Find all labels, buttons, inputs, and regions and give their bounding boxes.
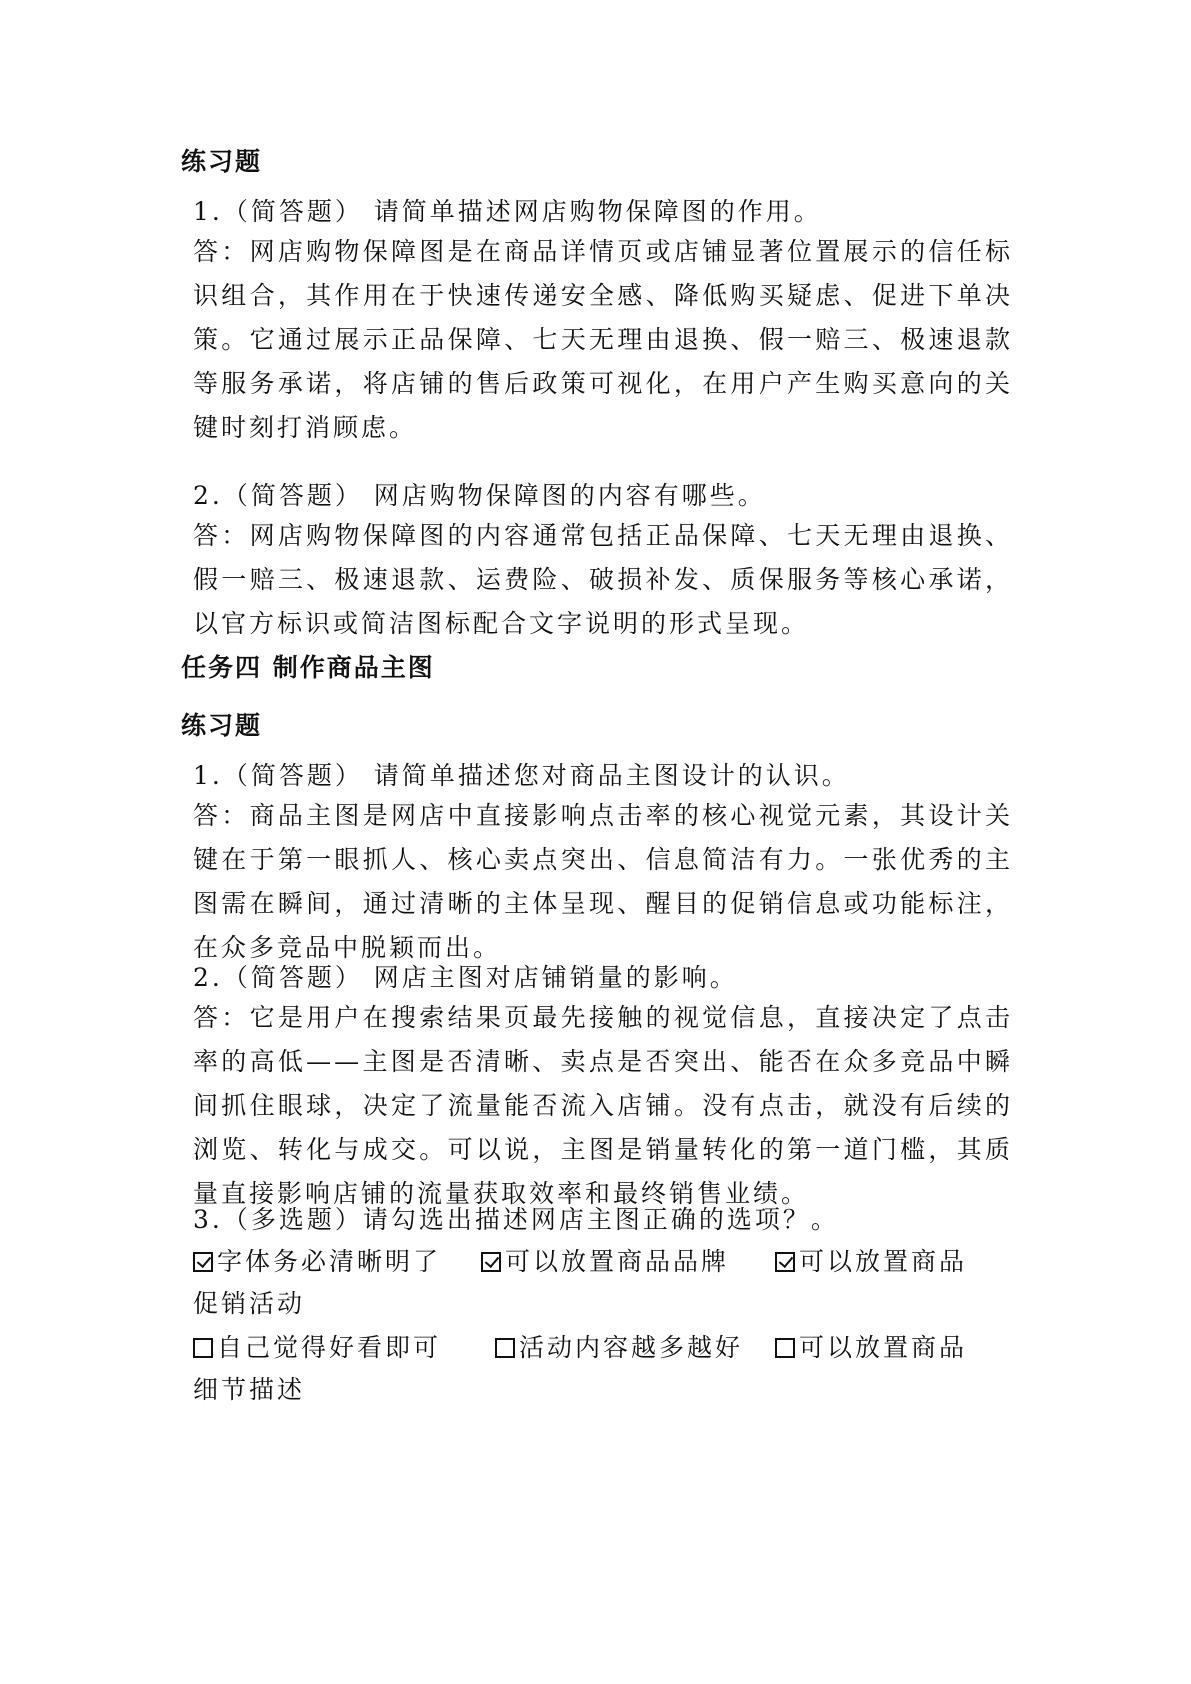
checkbox-unchecked-icon[interactable] xyxy=(775,1338,795,1358)
option-3-continuation: 促销活动 xyxy=(193,1289,306,1318)
option-label: 活动内容越多越好 xyxy=(519,1333,744,1362)
task4-question-3: 3.（多选题）请勾选出描述网店主图正确的选项？。 xyxy=(193,1205,839,1234)
exercise-heading-2: 练习题 xyxy=(181,711,263,740)
task4-answer-1: 答：商品主图是网店中直接影响点击率的核心视觉元素，其设计关键在于第一眼抓人、核心卖点突出、信息简洁有力。一张优秀的主图需在瞬间，通过清晰的主体呈现、醒目的促销信息或功能标注，在众多竞品中脱颖而出。 xyxy=(193,801,1013,962)
option-label: 可以放置商品品牌 xyxy=(505,1247,730,1276)
option-label: 可以放置商品 xyxy=(799,1247,968,1276)
option-2[interactable] xyxy=(481,1240,729,1284)
option-1[interactable] xyxy=(193,1240,441,1284)
checkbox-checked-icon[interactable] xyxy=(481,1252,501,1272)
option-4[interactable] xyxy=(193,1326,441,1370)
checkbox-unchecked-icon[interactable] xyxy=(193,1338,213,1358)
options-row-2 xyxy=(193,1326,1013,1370)
option-6[interactable] xyxy=(775,1326,967,1370)
task-title: 任务四 制作商品主图 xyxy=(181,653,435,682)
option-label: 字体务必清晰明了 xyxy=(217,1247,442,1276)
options-row-1 xyxy=(193,1240,1013,1284)
answer-2: 答：网店购物保障图的内容通常包括正品保障、七天无理由退换、假一赔三、极速退款、运费险、破损补发、质保服务等核心承诺，以官方标识或简洁图标配合文字说明的形式呈现。 xyxy=(193,521,1013,638)
task4-answer-2: 答：它是用户在搜索结果页最先接触的视觉信息，直接决定了点击率的高低——主图是否清晰、卖点是否突出、能否在众多竞品中瞬间抓住眼球，决定了流量能否流入店铺。没有点击，就没有后续的浏览、转化与成交。可以说，主图是销量转化的第一道门槛，其质量直接影响店铺的流量获取效率和最终销售业绩。 xyxy=(193,1003,1013,1208)
checkbox-unchecked-icon[interactable] xyxy=(495,1338,515,1358)
option-6-continuation: 细节描述 xyxy=(193,1375,306,1404)
option-label: 可以放置商品 xyxy=(799,1333,968,1362)
option-5[interactable] xyxy=(495,1326,743,1370)
question-1: 1.（简答题） 请简单描述网店购物保障图的作用。 xyxy=(193,197,822,226)
question-2: 2.（简答题） 网店购物保障图的内容有哪些。 xyxy=(193,481,766,510)
option-3[interactable] xyxy=(775,1240,967,1284)
checkbox-checked-icon[interactable] xyxy=(193,1252,213,1272)
option-label: 自己觉得好看即可 xyxy=(217,1333,442,1362)
checkbox-checked-icon[interactable] xyxy=(775,1252,795,1272)
task4-question-2: 2.（简答题） 网店主图对店铺销量的影响。 xyxy=(193,963,738,992)
answer-1: 答：网店购物保障图是在商品详情页或店铺显著位置展示的信任标识组合，其作用在于快速传递安全感、降低购买疑虑、促进下单决策。它通过展示正品保障、七天无理由退换、假一赔三、极速退款等服务承诺，将店铺的售后政策可视化，在用户产生购买意向的关键时刻打消顾虑。 xyxy=(193,237,1013,442)
task4-question-1: 1.（简答题） 请简单描述您对商品主图设计的认识。 xyxy=(193,761,850,790)
exercise-heading: 练习题 xyxy=(181,147,263,176)
